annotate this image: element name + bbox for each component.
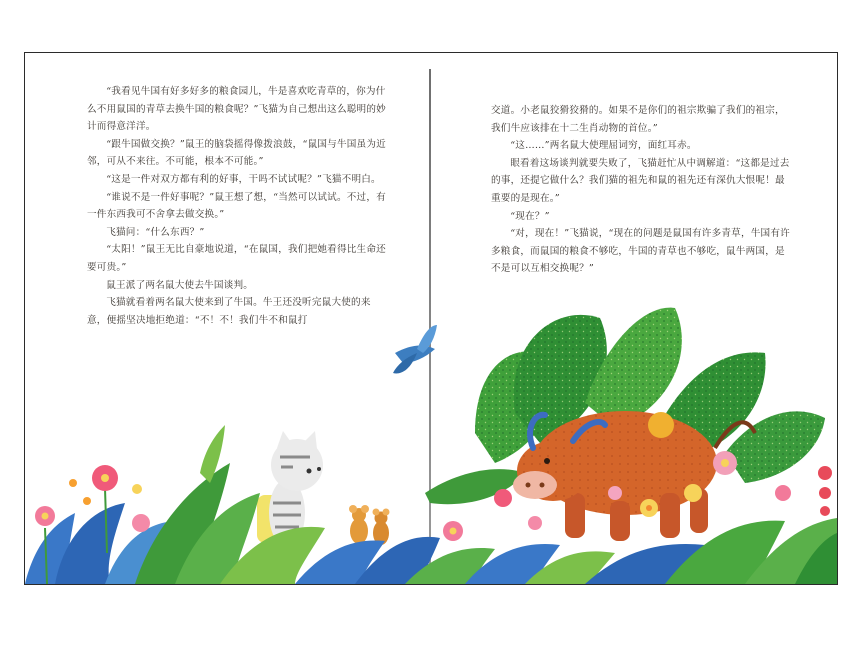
left-paragraph-8: 飞猫就看着两名鼠大使来到了牛国。牛王还没听完鼠大使的来意，便摇坚决地拒绝道：“不！不！我们牛不和鼠打 [87,297,371,326]
left-paragraph-3: “这是一件对双方都有利的好事，干吗不试试呢？”飞猫不明白。 [106,173,381,185]
bottom-foliage [25,425,837,584]
left-paragraph-5: 飞猫问：“什么东西？” [106,226,205,238]
right-page-text [491,102,791,278]
right-paragraph-continued: 交道。小老鼠狡猾狡猾的。如果不是你们的祖宗欺骗了我们的祖宗，我们牛应该排在十二生肖动物的首位。” [491,105,785,134]
mice-illustration [349,505,390,545]
left-paragraph-4: “谁说不是一件好事呢？”鼠王想了想，“当然可以试试。不过，有一件东西我可不舍拿去做交换。” [87,191,386,221]
blue-bird [393,325,437,373]
book-spread [24,52,838,585]
left-page-text [87,83,387,329]
right-paragraph-3: “现在？” [510,210,550,222]
left-paragraph-6: “太阳！”鼠王无比自豪地说道，“在鼠国，我们把她看得比生命还要可贵。” [87,244,386,273]
left-paragraph-1: “我看见牛国有好多好多的粮食园儿，牛是喜欢吃青草的，你为什么不用鼠国的青草去换牛国的粮食呢？”飞猫为自己想出这么聪明的妙计而得意洋洋。 [87,86,386,133]
right-paragraph-2: 眼看着这场谈判就要失败了，飞猫赶忙从中调解道：“这都是过去的事，还提它做什么？我们猫的祖先和鼠的祖先还有深仇大恨呢！最重要的是现在。” [491,157,790,204]
right-paragraph-1: “这……”两名鼠大使理屈词穷，面红耳赤。 [510,140,697,152]
left-paragraph-2: “跟牛国做交换？”鼠王的脑袋摇得像拨浪鼓，“鼠国与牛国虽为近邻，可从不来往。不可能，根本不可能。” [87,138,386,168]
right-paragraph-4: “对，现在！”飞猫说，“现在的问题是鼠国有许多青草，牛国有许多粮食，而鼠国的粮食不够吃，牛国的青草也不够吃，鼠牛两国，是不是可以互相交换呢？” [491,228,790,275]
left-paragraph-7: 鼠王派了两名鼠大使去牛国谈判。 [106,279,254,291]
